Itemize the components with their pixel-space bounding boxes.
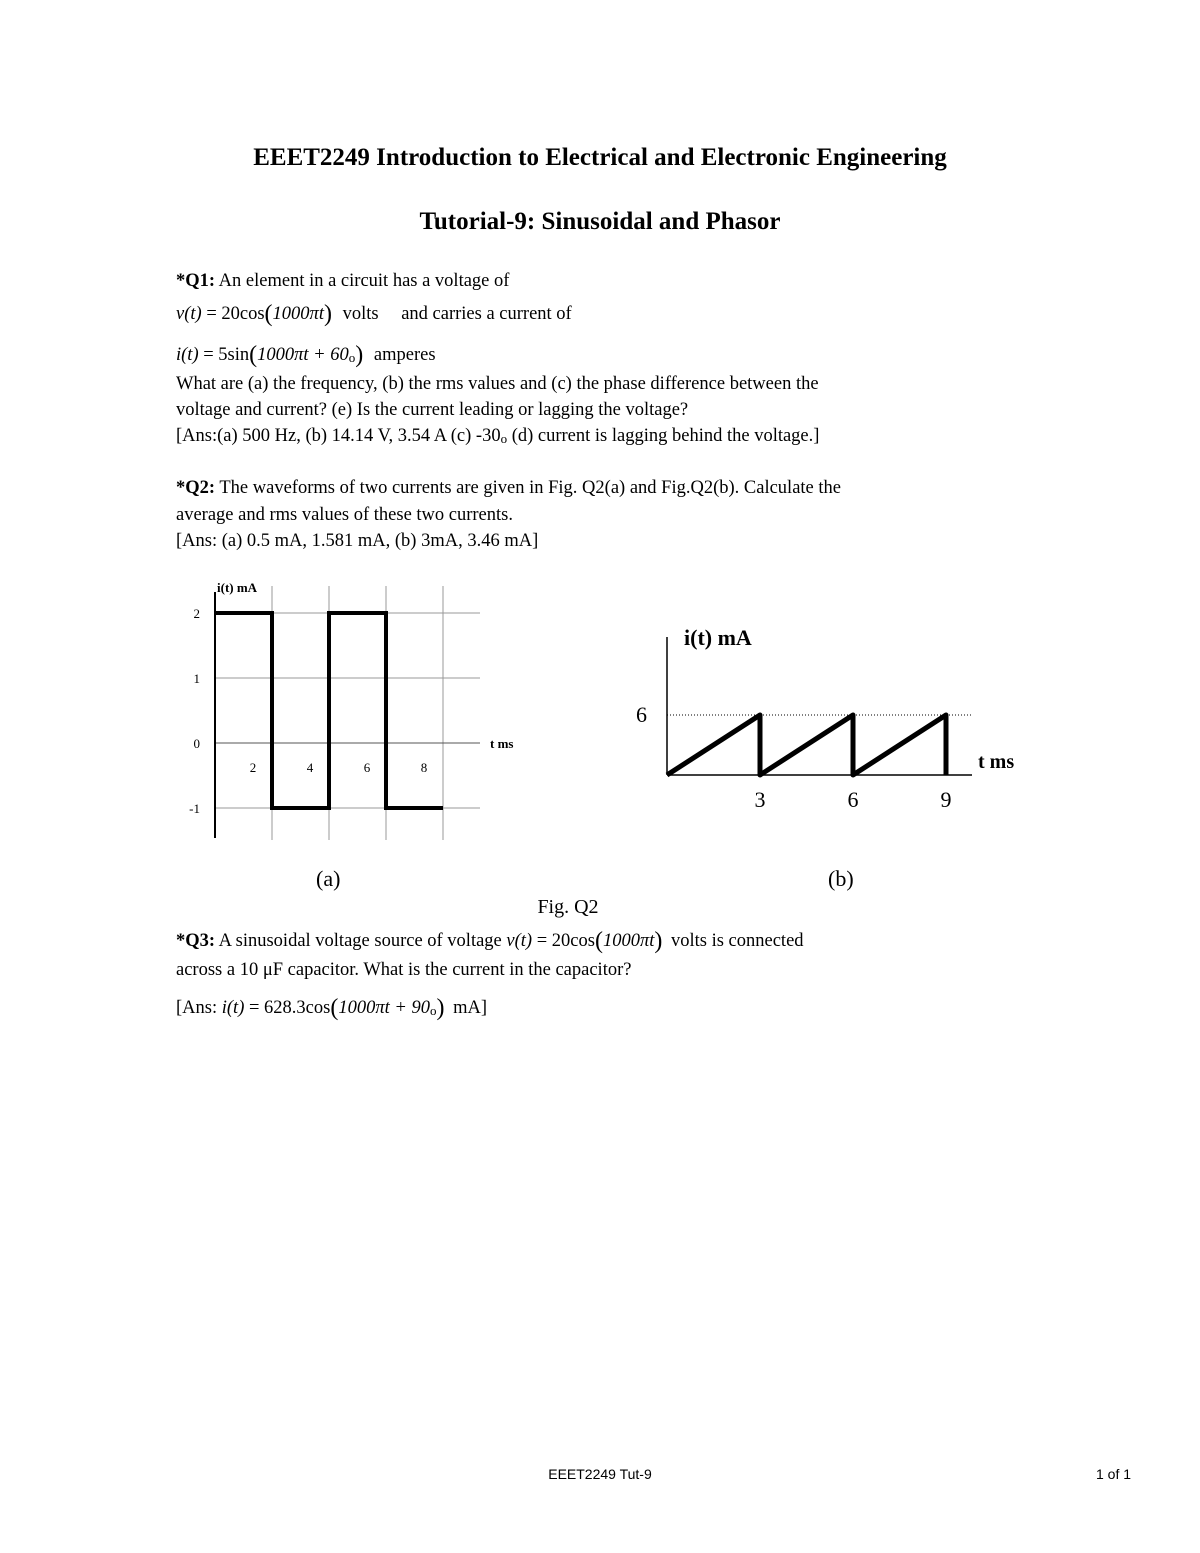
series-line: [215, 613, 443, 808]
q3-answer-lhs: i(t): [221, 998, 245, 1018]
q1-v-tail: and carries a current of: [401, 304, 572, 324]
q1-question-line-2: voltage and current? (e) Is the current leading or lagging the voltage?: [176, 400, 689, 420]
y-tick-label: 0: [193, 736, 200, 751]
q2-text-1: The waveforms of two currents are given in Fig. Q2(a) and Fig.Q2(b). Calculate the: [219, 478, 841, 498]
q2-answer: [Ans: (a) 0.5 mA, 1.581 mA, (b) 3mA, 3.46 mA]: [176, 531, 539, 551]
q3-answer-arg: 1000πt + 90: [338, 998, 430, 1018]
x-tick-label: 9: [940, 787, 952, 812]
chart-a: [170, 570, 530, 850]
q1-v-lhs: v(t): [176, 304, 202, 324]
q1-intro-line: [176, 268, 509, 294]
q1-i-arg: 1000πt + 60: [257, 345, 349, 365]
y-tick-label: 6: [636, 702, 647, 727]
degree-symbol: o: [500, 431, 508, 446]
x-tick-label: 6: [363, 760, 371, 775]
x-axis-label: t ms: [978, 751, 1015, 773]
q3-answer-eq: = 628.3cos: [248, 998, 331, 1018]
y-axis-label: i(t) mA: [217, 580, 258, 595]
q1-answer-part-1: [Ans:(a) 500 Hz, (b) 14.14 V, 3.54 A (c) -30: [176, 426, 501, 446]
q1-current-line: i(t) = 5sin(1000πt + 60o) amperes: [176, 342, 436, 368]
q1-i-lhs: i(t): [176, 345, 199, 365]
q3-answer: [Ans: i(t) = 628.3cos(1000πt + 90o) mA]: [176, 995, 488, 1021]
q1-i-eq: = 5sin: [203, 345, 250, 365]
q1-voltage-line: v(t) = 20cos(1000πt) volts and carries a current of: [176, 301, 572, 327]
q3-line-2: across a 10 μF capacitor. What is the current in the capacitor?: [176, 960, 632, 980]
q1-v-unit: volts: [342, 304, 379, 324]
q3-v-lhs: v(t): [506, 931, 533, 951]
x-tick-label: 6: [847, 787, 859, 812]
figure-caption: Fig. Q2: [537, 896, 599, 918]
degree-symbol: o: [430, 1003, 437, 1018]
q3-v-eq: = 20cos: [536, 931, 595, 951]
x-tick-label: 8: [420, 760, 428, 775]
q1-v-eq: = 20cos: [206, 304, 265, 324]
q2-line-1: [176, 475, 841, 501]
series-line: [667, 715, 946, 775]
x-tick-label: 3: [754, 787, 766, 812]
figure-caption-a: (a): [316, 866, 341, 891]
q3-v-arg: 1000πt: [602, 931, 655, 951]
q3-answer-pre: [Ans:: [176, 998, 218, 1018]
q3-answer-post: mA]: [453, 998, 488, 1018]
footer-title: EEET2249 Tut-9: [548, 1466, 652, 1482]
q3-label: *Q3:: [176, 931, 216, 951]
page-number: 1 of 1: [1096, 1466, 1132, 1482]
document-title: EEET2249 Introduction to Electrical and Electronic Engineering: [253, 144, 947, 171]
degree-symbol: o: [348, 350, 356, 365]
x-axis-label: t ms: [490, 736, 514, 751]
chart-b: [610, 615, 1040, 830]
q1-answer-part-2: (d) current is lagging behind the voltage.]: [511, 426, 820, 446]
x-tick-label: 4: [306, 760, 314, 775]
q1-answer: [176, 423, 819, 452]
x-tick-label: 2: [249, 760, 257, 775]
q1-i-unit: amperes: [373, 345, 436, 365]
q3-line-1: *Q3: A sinusoidal voltage source of voltage v(t) = 20cos(1000πt) volts is connected: [176, 928, 804, 954]
y-tick-label: -1: [189, 801, 200, 816]
q1-question-line-1: What are (a) the frequency, (b) the rms values and (c) the phase difference between the: [176, 374, 819, 394]
q1-intro: An element in a circuit has a voltage of: [218, 271, 510, 291]
q2-line-2: average and rms values of these two currents.: [176, 505, 513, 525]
y-tick-label: 2: [193, 606, 200, 621]
q1-v-arg: 1000πt: [272, 304, 324, 324]
q2-label: *Q2:: [176, 478, 216, 498]
q3-text-2: volts is connected: [670, 931, 804, 951]
q3-text-1: A sinusoidal voltage source of voltage: [218, 931, 502, 951]
y-tick-label: 1: [193, 671, 200, 686]
y-axis-label: i(t) mA: [684, 625, 752, 650]
q1-label: *Q1:: [176, 271, 216, 291]
document-subtitle: Tutorial-9: Sinusoidal and Phasor: [419, 208, 781, 235]
figure-caption-b: (b): [828, 866, 854, 891]
